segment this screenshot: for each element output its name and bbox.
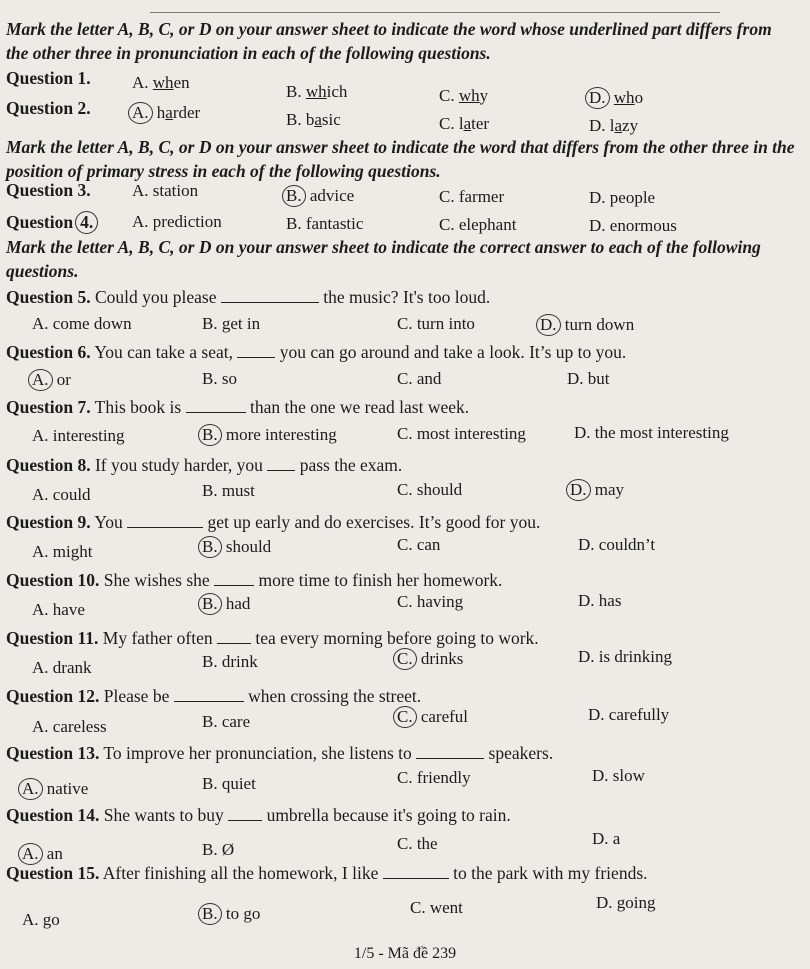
question-11-option-c[interactable]: C. drinks [397, 648, 463, 670]
question-5-option-b[interactable]: B. get in [202, 314, 261, 333]
question-10-option-d[interactable]: D. has [578, 591, 622, 610]
question-9-option-c[interactable]: C. can [397, 535, 441, 554]
question-4-option-d[interactable]: D. enormous [589, 216, 677, 235]
question-6-option-a[interactable]: A. or [32, 369, 71, 391]
question-13-option-b[interactable]: B. quiet [202, 774, 256, 793]
question-15-option-a[interactable]: A. go [22, 910, 60, 929]
question-9-option-b[interactable]: B. should [202, 536, 271, 558]
question-3-option-a[interactable]: A. station [132, 181, 199, 200]
question-15-stem: Question 15. After finishing all the homework, I like to the park with my friends. [6, 863, 648, 883]
question-4-option-c[interactable]: C. elephant [439, 215, 517, 234]
question-2-option-a[interactable]: A. harder [132, 102, 200, 124]
question-4-option-a[interactable]: A. prediction [132, 212, 222, 231]
question-7-option-b[interactable]: B. more interesting [202, 424, 337, 446]
question-14-option-d[interactable]: D. a [592, 829, 621, 848]
question-13-option-c[interactable]: C. friendly [397, 768, 471, 787]
question-8-option-a[interactable]: A. could [32, 485, 91, 504]
question-1-option-c[interactable]: C. why [439, 86, 489, 105]
question-3-option-b[interactable]: B. advice [286, 185, 354, 207]
question-3-label: Question 3. [6, 180, 91, 200]
question-11-option-b[interactable]: B. drink [202, 652, 258, 671]
question-14-stem: Question 14. She wants to buy umbrella because it's going to rain. [6, 805, 511, 825]
question-1-option-d[interactable]: D. who [589, 87, 643, 109]
question-7-option-a[interactable]: A. interesting [32, 426, 125, 445]
question-6-option-d[interactable]: D. but [567, 369, 610, 388]
question-9-option-d[interactable]: D. couldn’t [578, 535, 656, 554]
question-5-stem: Question 5. Could you please the music? It's too loud. [6, 287, 491, 307]
question-4-label: Question 4. [6, 211, 98, 234]
question-4-option-b[interactable]: B. fantastic [286, 214, 364, 233]
question-12-option-c[interactable]: C. careful [397, 706, 468, 728]
question-1-option-a[interactable]: A. when [132, 73, 190, 92]
question-7-option-d[interactable]: D. the most interesting [574, 423, 729, 442]
question-5-option-c[interactable]: C. turn into [397, 314, 475, 333]
question-8-stem: Question 8. If you study harder, you pass the exam. [6, 455, 403, 475]
question-8-option-b[interactable]: B. must [202, 481, 255, 500]
question-12-option-a[interactable]: A. careless [32, 717, 107, 736]
question-8-option-c[interactable]: C. should [397, 480, 463, 499]
question-10-option-b[interactable]: B. had [202, 593, 250, 615]
question-8-option-d[interactable]: D. may [570, 479, 624, 501]
question-1-label: Question 1. [6, 68, 91, 88]
question-6-option-c[interactable]: C. and [397, 369, 442, 388]
question-10-stem: Question 10. She wishes she more time to finish her homework. [6, 570, 503, 590]
question-12-option-d[interactable]: D. carefully [588, 705, 670, 724]
question-15-option-c[interactable]: C. went [410, 898, 463, 917]
question-12-stem: Question 12. Please be when crossing the street. [6, 686, 422, 706]
question-2-option-d[interactable]: D. lazy [589, 116, 639, 135]
page-footer: 1/5 - Mã đề 239 [353, 945, 457, 962]
question-5-option-d[interactable]: D. turn down [540, 314, 634, 336]
question-14-option-a[interactable]: A. an [22, 843, 63, 865]
question-14-option-c[interactable]: C. the [397, 834, 438, 853]
question-12-option-b[interactable]: B. care [202, 712, 251, 731]
question-10-option-a[interactable]: A. have [32, 600, 85, 619]
question-15-option-b[interactable]: B. to go [202, 903, 260, 925]
question-7-option-c[interactable]: C. most interesting [397, 424, 526, 443]
question-3-option-c[interactable]: C. farmer [439, 187, 505, 206]
question-13-option-a[interactable]: A. native [22, 778, 88, 800]
question-3-option-d[interactable]: D. people [589, 188, 656, 207]
question-2-label: Question 2. [6, 98, 91, 118]
question-5-option-a[interactable]: A. come down [32, 314, 132, 333]
instruction-pronunciation: Mark the letter A, B, C, or D on your answer sheet to indicate the word whose underlined part differs from the other three in pronunciation in each of the following questions. [6, 19, 772, 63]
question-13-stem: Question 13. To improve her pronunciation, she listens to speakers. [6, 743, 554, 763]
question-7-stem: Question 7. This book is than the one we read last week. [6, 397, 470, 417]
instruction-stress: Mark the letter A, B, C, or D on your answer sheet to indicate the word that differs from the other three in the position of primary stress in each of the following questions. [6, 137, 795, 181]
question-2-option-b[interactable]: B. basic [286, 110, 341, 129]
question-1-option-b[interactable]: B. which [286, 82, 348, 101]
question-11-option-a[interactable]: A. drank [32, 658, 92, 677]
top-rule [150, 12, 720, 13]
question-2-option-c[interactable]: C. later [439, 114, 490, 133]
question-15-option-d[interactable]: D. going [596, 893, 656, 912]
question-6-stem: Question 6. You can take a seat, you can go around and take a look. It’s up to you. [6, 342, 627, 362]
question-11-option-d[interactable]: D. is drinking [578, 647, 672, 666]
question-10-option-c[interactable]: C. having [397, 592, 464, 611]
question-13-option-d[interactable]: D. slow [592, 766, 645, 785]
question-14-option-b[interactable]: B. Ø [202, 840, 235, 859]
question-9-option-a[interactable]: A. might [32, 542, 93, 561]
instruction-correct-answer: Mark the letter A, B, C, or D on your answer sheet to indicate the correct answer to each of the following questions. [6, 237, 761, 281]
question-9-stem: Question 9. You get up early and do exercises. It’s good for you. [6, 512, 541, 532]
question-6-option-b[interactable]: B. so [202, 369, 237, 388]
question-11-stem: Question 11. My father often tea every morning before going to work. [6, 628, 539, 648]
